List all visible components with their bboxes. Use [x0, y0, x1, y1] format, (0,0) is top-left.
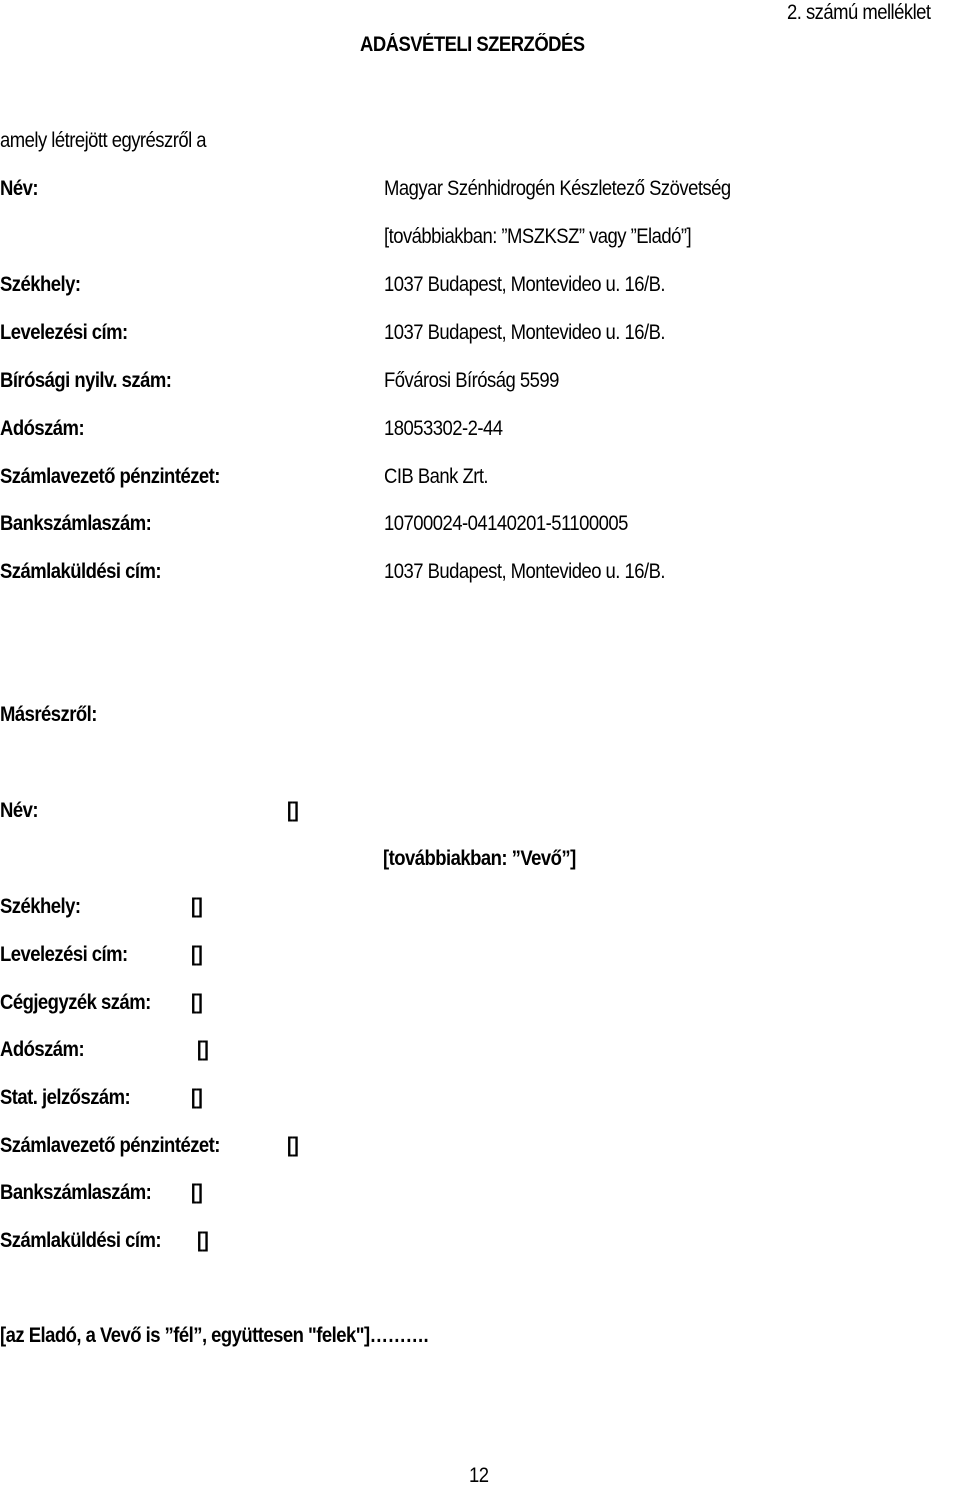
annex-label: 2. számú melléklet	[787, 1, 931, 24]
buyer-bank-label: Számlavezető pénzintézet:	[0, 1134, 220, 1157]
seller-mail-value: 1037 Budapest, Montevideo u. 16/B.	[384, 321, 666, 344]
seller-court-value: Fővárosi Bíróság 5599	[384, 369, 559, 392]
seller-bank-label: Számlavezető pénzintézet:	[0, 465, 220, 488]
page-number: 12	[469, 1464, 489, 1487]
seller-bank-value: CIB Bank Zrt.	[384, 465, 489, 488]
seller-seat-label: Székhely:	[0, 273, 81, 296]
buyer-invoice-value: []	[197, 1229, 209, 1252]
buyer-mail-label: Levelezési cím:	[0, 943, 128, 966]
seller-seat-value: 1037 Budapest, Montevideo u. 16/B.	[384, 273, 666, 296]
seller-court-label: Bírósági nyilv. szám:	[0, 369, 172, 392]
buyer-registry-value: []	[191, 991, 203, 1014]
parties-note: [az Eladó, a Vevő is ”fél”, együttesen "felek"]……….	[0, 1324, 429, 1347]
other-party-heading: Másrészről:	[0, 703, 97, 726]
seller-account-label: Bankszámlaszám:	[0, 512, 152, 535]
seller-name-value: Magyar Szénhidrogén Készletező Szövetség	[384, 177, 731, 200]
buyer-name-label: Név:	[0, 799, 38, 822]
buyer-tax-label: Adószám:	[0, 1038, 85, 1061]
buyer-bank-value: []	[287, 1134, 299, 1157]
seller-invoice-value: 1037 Budapest, Montevideo u. 16/B.	[384, 560, 666, 583]
seller-tax-value: 18053302-2-44	[384, 417, 503, 440]
buyer-tax-value: []	[197, 1038, 209, 1061]
seller-account-value: 10700024-04140201-51100005	[384, 512, 628, 535]
seller-alias: [továbbiakban: ”MSZKSZ” vagy ”Eladó”]	[384, 225, 692, 248]
buyer-invoice-label: Számlaküldési cím:	[0, 1229, 161, 1252]
buyer-seat-label: Székhely:	[0, 895, 81, 918]
buyer-seat-value: []	[191, 895, 203, 918]
seller-mail-label: Levelezési cím:	[0, 321, 128, 344]
buyer-name-value: []	[287, 799, 299, 822]
buyer-account-label: Bankszámlaszám:	[0, 1181, 152, 1204]
buyer-stat-value: []	[191, 1086, 203, 1109]
seller-name-label: Név:	[0, 177, 38, 200]
buyer-alias: [továbbiakban: ”Vevő”]	[383, 847, 576, 870]
seller-tax-label: Adószám:	[0, 417, 85, 440]
seller-invoice-label: Számlaküldési cím:	[0, 560, 161, 583]
buyer-mail-value: []	[191, 943, 203, 966]
document-title: ADÁSVÉTELI SZERZŐDÉS	[360, 33, 585, 56]
buyer-registry-label: Cégjegyzék szám:	[0, 991, 151, 1014]
buyer-stat-label: Stat. jelzőszám:	[0, 1086, 131, 1109]
intro-text: amely létrejött egyrészről a	[0, 129, 207, 152]
buyer-account-value: []	[191, 1181, 203, 1204]
